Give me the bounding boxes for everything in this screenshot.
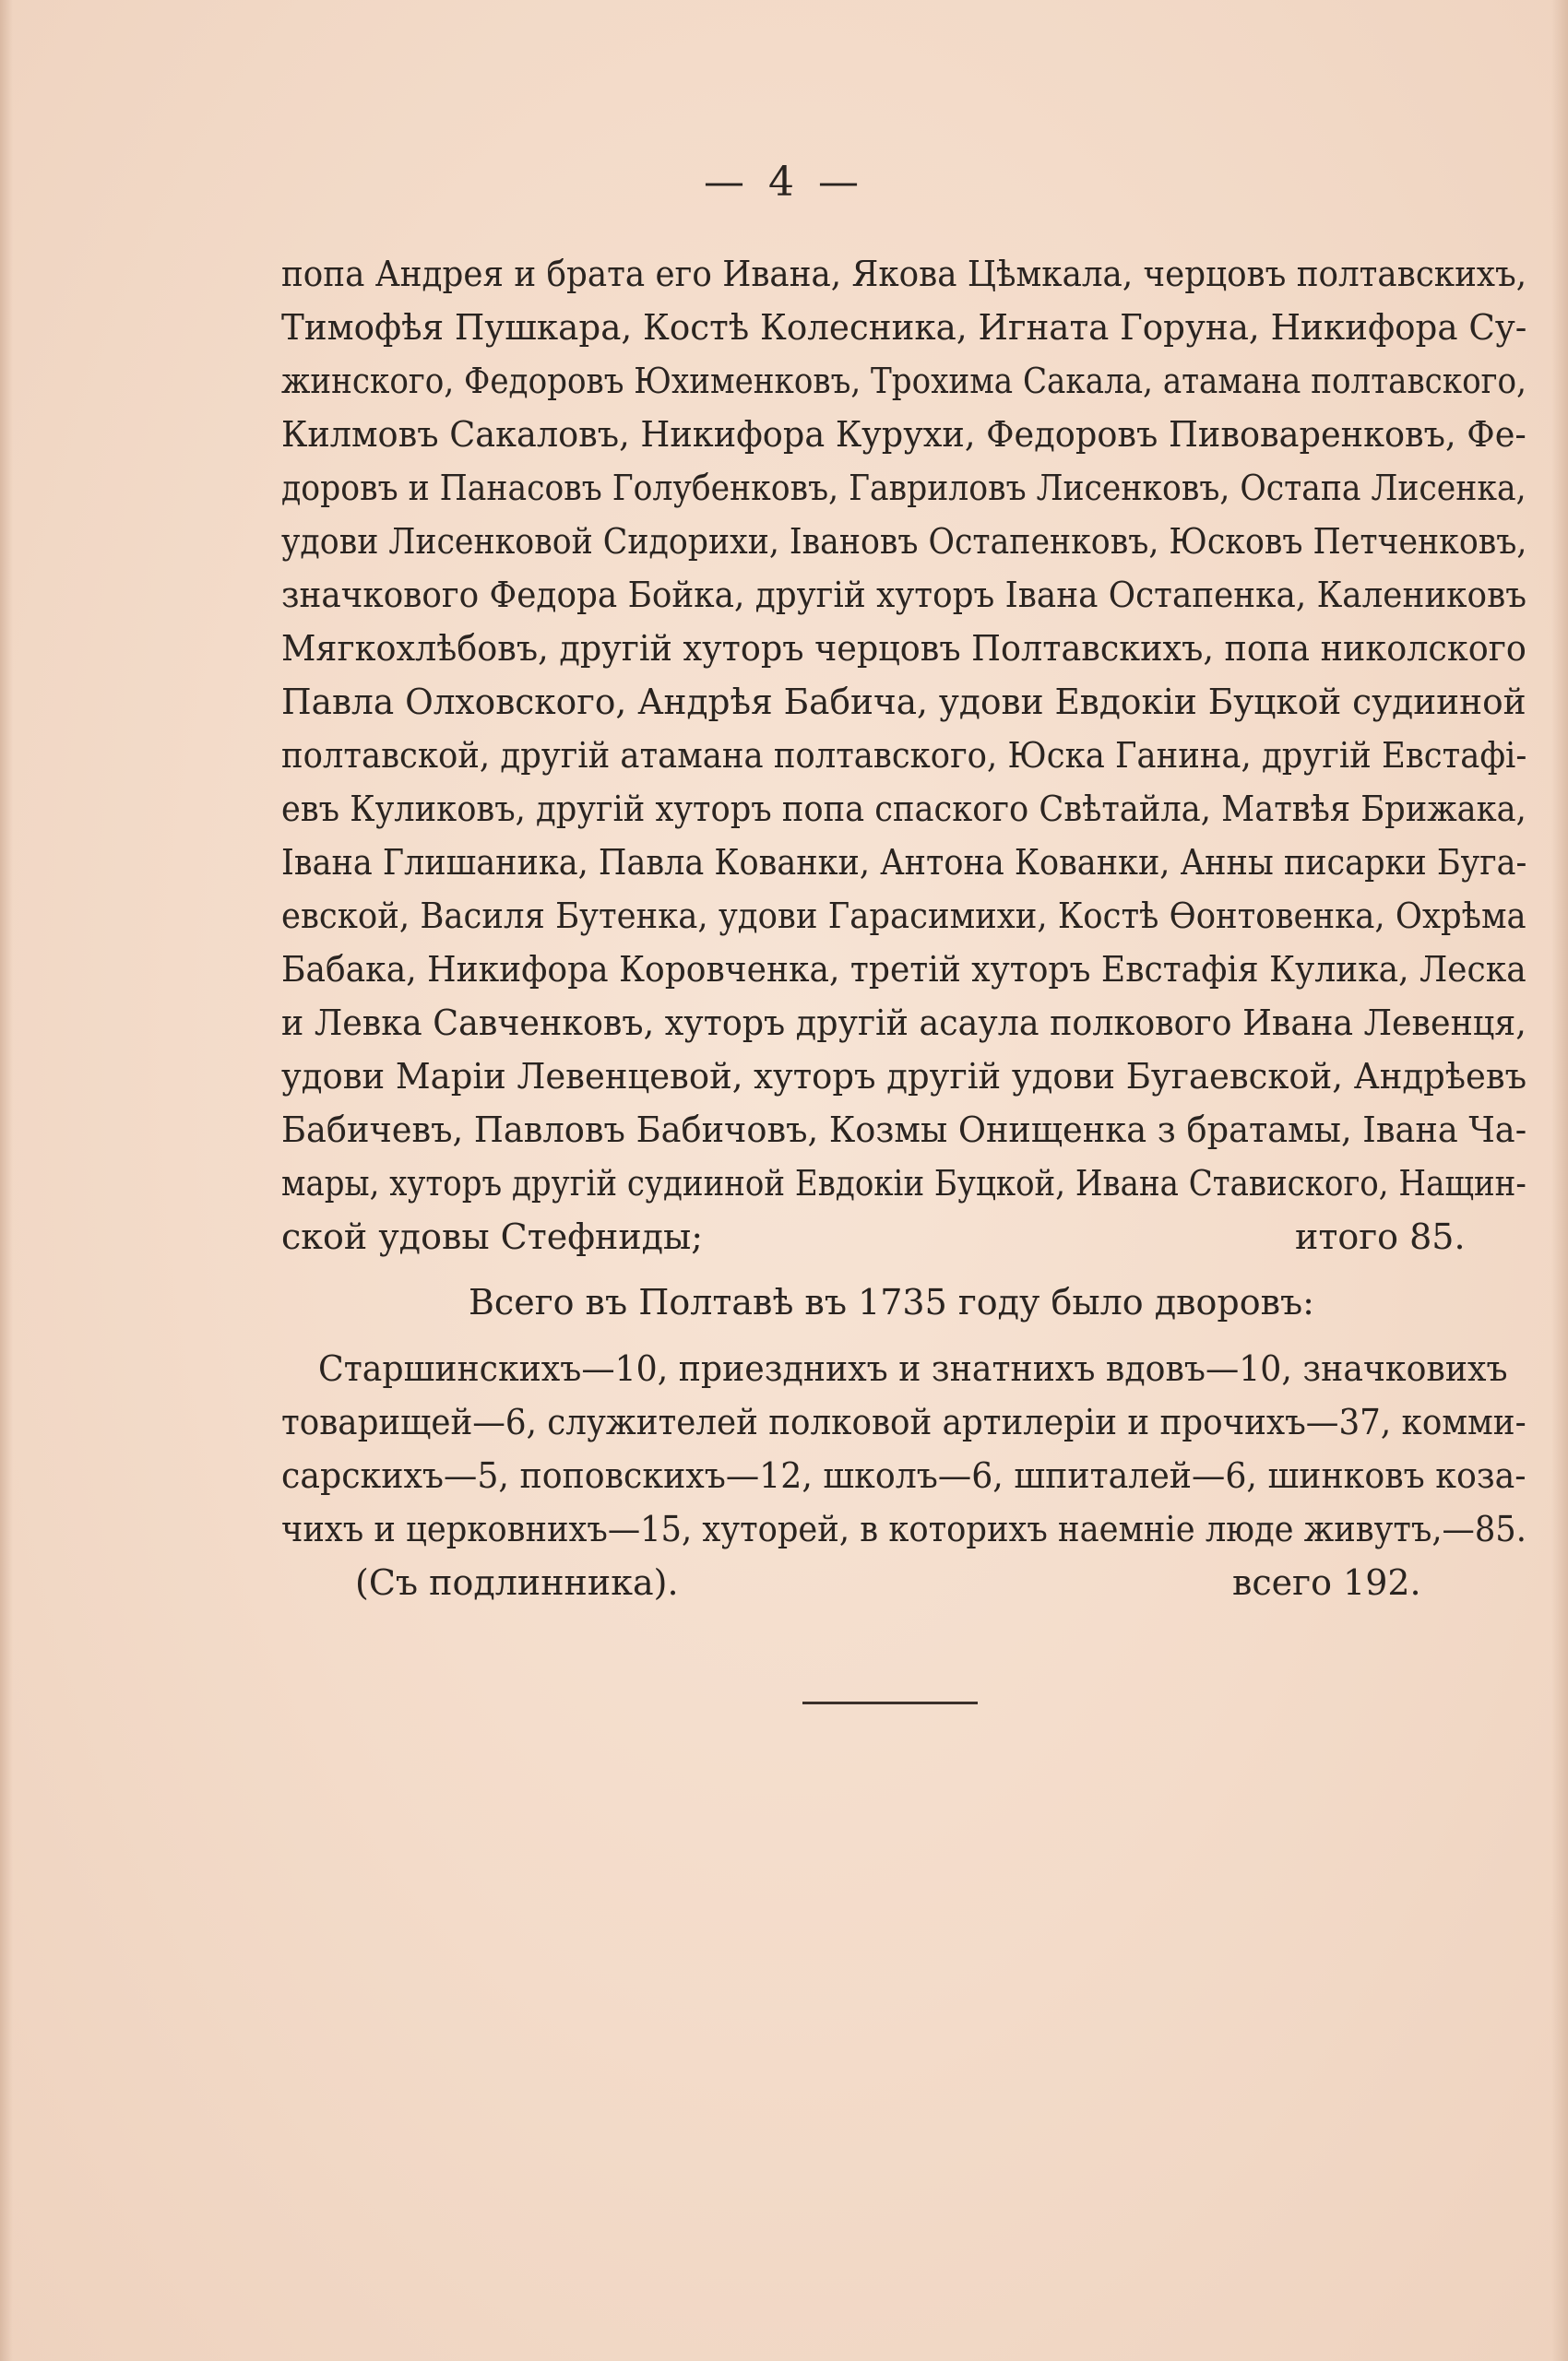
text-line: мары, хуторъ другій судииной Евдокіи Буцкой, Ивана Ставиского, Нащин- [281,1163,1526,1204]
text-line: Бабака, Никифора Коровченка, третій хуторъ Евстафія Кулика, Леска [281,949,1526,990]
text-line: полтавской, другій атамана полтавского, Юска Ганина, другій Евстафі- [281,735,1527,776]
subtotal-85: итого 85. [1295,1216,1466,1257]
page-left-edge-shadow [0,0,13,2361]
page-right-edge-shadow [1551,0,1568,2361]
text-line: Килмовъ Сакаловъ, Никифора Курухи, Федоровъ Пивоваренковъ, Фе- [281,414,1526,455]
text-line: значкового Федора Бойка, другій хуторъ Івана Остапенка, Калениковъ [281,575,1526,615]
text-line: сарскихъ—5, поповскихъ—12, школъ—6, шпиталей—6, шинковъ коза- [281,1455,1526,1496]
text-line: Мягкохлѣбовъ, другій хуторъ черцовъ Полтавскихъ, попа николского [281,628,1526,669]
page-number: — 4 — [704,159,864,206]
closing-rule [802,1702,978,1704]
text-line: Павла Олховского, Андрѣя Бабича, удови Евдокіи Буцкой судииной [281,682,1526,722]
text-line: товарищей—6, служителей полковой артилеріи и прочихъ—37, комми- [281,1402,1526,1442]
text-line: Бабичевъ, Павловъ Бабичовъ, Козмы Онищенка з братамы, Івана Ча- [281,1109,1527,1150]
text-line: чихъ и церковнихъ—15, хуторей, в которихъ наемніе люде живутъ,—85. [281,1509,1526,1549]
text-line: удови Маріи Левенцевой, хуторъ другій удови Бугаевской, Андрѣевъ [281,1056,1527,1097]
text-line: и Левка Савченковъ, хуторъ другій асаула полкового Ивана Левенця, [281,1003,1526,1043]
text-line: удови Лисенковой Сидорихи, Івановъ Остапенковъ, Юсковъ Петченковъ, [281,521,1527,562]
text-line: жинского, Федоровъ Юхименковъ, Трохима Сакала, атамана полтавского, [281,361,1526,401]
source-note: (Съ подлинника). [355,1562,679,1603]
text-line: ской удовы Стефниды; [281,1216,704,1257]
text-line: Івана Глишаника, Павла Кованки, Антона Кованки, Анны писарки Буга- [281,842,1527,883]
text-line: попа Андрея и брата его Ивана, Якова Цѣмкала, черцовъ полтавскихъ, [281,254,1527,294]
grand-total: всего 192. [1232,1562,1421,1603]
text-line: евской, Василя Бутенка, удови Гарасимихи, Костѣ Ѳонтовенка, Охрѣма [281,896,1526,936]
text-line: Тимофѣя Пушкара, Костѣ Колесника, Игната Горуна, Никифора Су- [281,307,1527,348]
section-heading: Всего въ Полтавѣ въ 1735 году было дворовъ: [469,1282,1314,1323]
text-line: доровъ и Панасовъ Голубенковъ, Гавриловъ Лисенковъ, Остапа Лисенка, [281,468,1526,508]
text-line: евъ Куликовъ, другій хуторъ попа спаского Свѣтайла, Матвѣя Брижака, [281,789,1526,829]
text-line: Старшинскихъ—10, приезднихъ и знатнихъ вдовъ—10, значковихъ [318,1348,1508,1389]
